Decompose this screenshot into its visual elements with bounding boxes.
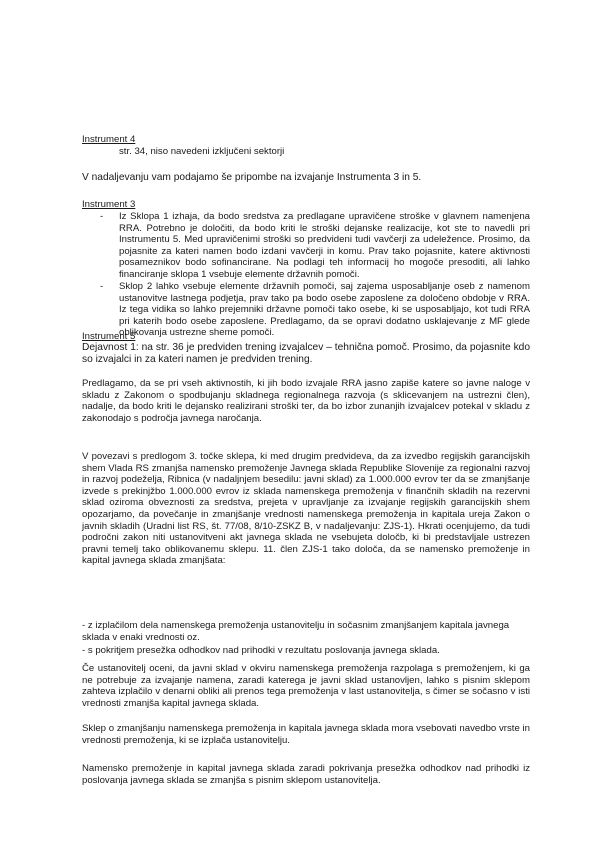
bullet-dash: - — [100, 211, 104, 222]
instrument-5-paragraph-4: Če ustanovitelj oceni, da javni sklad v okviru namenskega premoženja razpolaga s premoženjem, ki ga ne potrebuje za izvajanje namena, zaradi katerega je javni sklad ustanovljen, lahko s pisnim sklepom zahteva izplačilo v denarni obliki ali prenos tega premoženja v last ustanovitelja, s čimer se sočasno v isti vrednosti zmanjša kapital javnega sklada. — [82, 663, 530, 709]
instrument-5-list-2: - s pokritjem presežka odhodkov nad prihodki v rezultatu poslovanja javnega sklada. — [82, 645, 440, 656]
section-heading-instrument-5: Instrument 5 — [82, 331, 136, 342]
section-heading-instrument-3: Instrument 3 — [82, 199, 136, 210]
instrument-3-bullet-1 — [82, 211, 530, 281]
section-heading-instrument-4: Instrument 4 — [82, 134, 136, 145]
instrument-5-paragraph-3: V povezavi s predlogom 3. točke sklepa, ki med drugim predvideva, da za izvedbo regijskih garancijskih shem Vlada RS zmanjša namensko premoženje Javnega sklada Republike Slovenije za regionalni razvoj in razvoj podeželja, Ribnica (v nadaljnjem besedilu: javni sklad) za 1.000.000 evrov ter da se zmanjšanje izvede s prekinjžbo 1.000.000 evrov iz sklada namenskega premoženja v finančnih skladih na rezervni sklad oziroma obveznosti za sredstva, prejeta v upravljanje za izvajanje regijskih garancijskih shem opozarjamo, da povečanje in zmanjšanje vrednosti namenskega premoženja in kapitala ureja Zakon o javnih skladih (Uradni list RS, št. 77/08, 8/10-ZSKZ B, v nadaljevanju: ZJS-1). Hkrati ocenjujemo, da tudi področni zakon niti ustanovitveni akt javnega sklada ne vsebujeta določb, ki bi predstavljale ustrezen pravni temelj tako oblikovanemu sklepu. 11. člen ZJS-1 tako določa, da se namensko premoženje in kapital javnega sklada zmanjšata: — [82, 451, 530, 567]
bullet-text: Iz Sklopa 1 izhaja, da bodo sredstva za predlagane upravičene stroške v glavnem namenjena RRA. Potrebno je določiti, da bodo kriti le stroški dejanske realizacije, kot ste to navedli pri Instrumentu 5. Med upravičenimi stroški so predvideni tudi vavčerji za udeležence. Prosimo, da pojasnite za kateri namen bodo izdani vavčerji in komu. Prav tako pojasnite, katere aktivnosti posameznikov bodo sofinancirane. Na podlagi teh informacij ho mogoče presoditi, ali lahko financiranje sklopa 1 vsebuje elemente državnih pomoči. — [119, 211, 530, 280]
intro-paragraph: V nadaljevanju vam podajamo še pripombe na izvajanje Instrumenta 3 in 5. — [82, 172, 422, 183]
instrument-5-paragraph-2: Predlagamo, da se pri vseh aktivnostih, ki jih bodo izvajale RRA jasno zapiše katere so javne naloge v skladu z Zakonom o spodbujanju skladnega regionalnega razvoja (s sklicevanjem na ustrezni člen), nadalje, da bodo kriti le dejansko realizirani stroški ter, da bo izbor zunanjih izvajalcev potekal v skladu z zakonodajo s področja javnega naročanja. — [82, 378, 530, 424]
instrument-4-note: str. 34, niso navedeni izključeni sektorji — [119, 146, 285, 157]
instrument-5-paragraph-1: Dejavnost 1: na str. 36 je predviden trening izvajalcev – tehnična pomoč. Prosimo, da pojasnite kdo so izvajalci in za kateri namen je predviden trening. — [82, 342, 530, 365]
instrument-5-paragraph-6: Namensko premoženje in kapital javnega sklada zaradi pokrivanja presežka odhodkov nad prihodki iz poslovanja javnega sklada se zmanjša s pisnim sklepom ustanovitelja. — [82, 763, 530, 786]
instrument-5-list-1: - z izplačilom dela namenskega premoženja ustanovitelju in sočasnim zmanjšanjem kapitala javnega sklada v enaki vrednosti oz. — [82, 620, 510, 643]
instrument-5-paragraph-5: Sklep o zmanjšanju namenskega premoženja in kapitala javnega sklada mora vsebovati navedbo vrste in vrednosti premoženja, ki se izplača ustanovitelju. — [82, 723, 530, 746]
bullet-dash: - — [100, 281, 104, 292]
bullet-text: Sklop 2 lahko vsebuje elemente državnih pomoči, saj zajema usposabljanje oseb z namenom ustanovitve lastnega podjetja, prav tako pa bodo osebe zaposlene za določeno obdobje v RRA. Iz tega vidika so lahko prejemniki državne pomoči tako osebe, ki se usposabljajo, kot tudi RRA pri katerih bodo osebe zaposlene. Predlagamo, da se opravi dodatno usklajevanje z MF glede oblikovanja ustrezne sheme pomoči. — [119, 281, 530, 339]
